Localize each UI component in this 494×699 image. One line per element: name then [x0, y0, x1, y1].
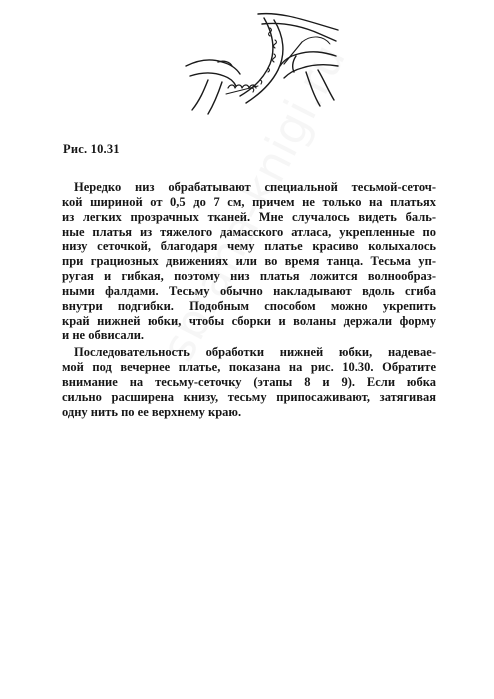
text-line: внутри подгибки. Подобным способом можно укрепить	[62, 298, 436, 313]
text-line: ными фалдами. Тесьму обычно накладывают вдоль сгиба	[62, 283, 436, 298]
figure-caption: Рис. 10.31	[63, 142, 120, 156]
text-line: ные платья из тяжелого дамасского атласа, укрепленные по	[62, 224, 436, 239]
text-line: внимание на тесьму-сеточку (этапы 8 и 9). Если юбка	[62, 374, 436, 389]
text-line: кой шириной от 0,5 до 7 см, причем не только на платьях	[62, 194, 436, 209]
text-line: мой под вечернее платье, показана на рис. 10.30. Обратите	[62, 360, 436, 375]
text-line: из легких прозрачных тканей. Мне случалось видеть баль-	[62, 209, 436, 224]
text-line: и не обвисали.	[62, 328, 145, 343]
text-line: Нередко низ обрабатывают специальной тесьмой-сеточ-	[74, 180, 436, 194]
body-text	[62, 180, 436, 422]
text-line: Последовательность обработки нижней юбки, надевае-	[74, 345, 436, 360]
paragraph-2	[62, 345, 436, 419]
text-line: ругая и гибкая, поэтому низ платья ложится волнообраз-	[62, 269, 436, 284]
paragraph-1	[62, 180, 436, 343]
hands-sewing-illustration	[178, 8, 343, 123]
text-line: край нижней юбки, чтобы сборки и воланы держали форму	[62, 313, 436, 328]
hands-sewing-lace-tape-illustration	[178, 8, 343, 123]
text-line: сильно расширена книзу, тесьму припосаживают, затягивая	[62, 389, 436, 404]
text-line: при грациозных движениях или во время танца. Тесьма уп-	[62, 254, 436, 269]
text-line: одну нить по ее верхнему краю.	[62, 404, 242, 419]
text-line: низу сеточкой, благодаря чему платье красиво колыхалось	[62, 239, 436, 254]
